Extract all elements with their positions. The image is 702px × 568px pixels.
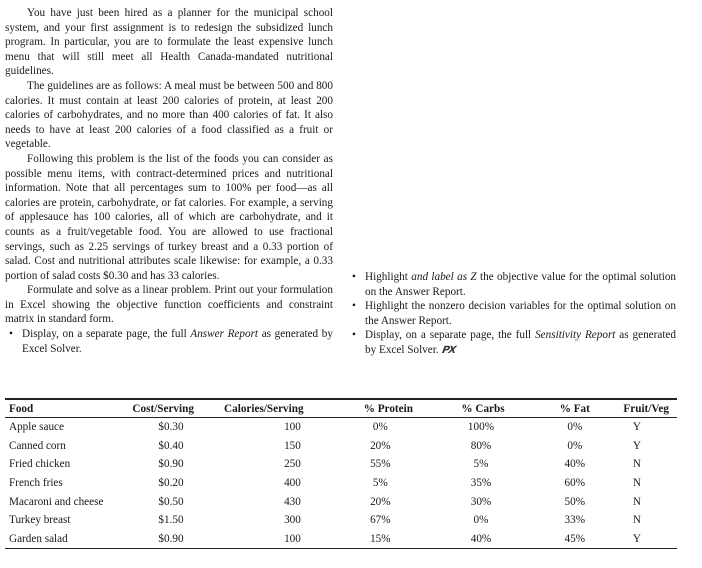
header-fat: % Fat <box>559 403 590 415</box>
instructions-list-right <box>348 270 676 359</box>
instruction-item: • Highlight and label as Z the objective value for the optimal solution on the Answer Report. <box>348 270 676 299</box>
header-food: Food <box>9 403 34 415</box>
intro-paragraph-4: Formulate and solve as a linear problem. Print out your formulation in Excel showing the objective function coefficients and constraint matrix in standard form. <box>5 284 333 326</box>
instruction-item: • Highlight the nonzero decision variables for the optimal solution on the Answer Report. <box>348 299 676 328</box>
table-row: Apple sauce $0.30 100 0% 100% 0% Y <box>9 421 641 434</box>
food-table-container <box>5 398 677 549</box>
table-row: French fries $0.20 400 5% 35% 60% N <box>9 476 641 489</box>
table-row: Turkey breast $1.50 300 67% 0% 33% N <box>9 514 641 527</box>
instruction-item: • Display, on a separate page, the full Sensitivity Report as generated by Excel Solver. PX <box>348 328 676 358</box>
table-row: Macaroni and cheese $0.50 430 20% 30% 50% N <box>9 495 641 508</box>
instructions-list-left <box>5 327 333 356</box>
header-cost: Cost/Serving <box>132 403 194 415</box>
table-row: Canned corn $0.40 150 20% 80% 0% Y <box>9 439 641 452</box>
table-row: Fried chicken $0.90 250 55% 5% 40% N <box>9 458 641 471</box>
table-header-row <box>5 399 677 418</box>
food-table <box>5 398 677 549</box>
header-protein: % Protein <box>363 403 413 415</box>
intro-paragraph-1: You have just been hired as a planner for the municipal school system, and your first assignment is to redesign the subsidized lunch program. In particular, you are to formulate the least expensive lunch menu that will still meet all Health Canada-mandated nutritional guidelines. <box>5 7 333 78</box>
header-calories: Calories/Serving <box>224 403 304 415</box>
instructions-column <box>348 270 676 359</box>
header-fruit-veg: Fruit/Veg <box>623 403 669 415</box>
problem-text-column <box>5 6 333 356</box>
intro-paragraph-3: Following this problem is the list of the foods you can consider as possible menu items, with contract-determined prices and nutritional information. Note that all percentages sum to 100% per food—as all calories are protein, carbohydrate, or fat calories. For example, a serving of applesauce has 100 calories, all of which are carbohydrate, and it counts as a fruit/vegetable food. You are allowed to use fractional servings, such as 2.25 servings of turkey breast and a 0.33 portion of salad. Cost and nutritional attributes scale likewise: for example, a 0.33 portion of salad costs $0.30 and has 33 calories. <box>5 152 333 282</box>
table-row: Garden salad $0.90 100 15% 40% 45% Y <box>5 529 677 548</box>
intro-paragraph-2: The guidelines are as follows: A meal must be between 500 and 800 calories. It must contain at least 200 calories of protein, at least 200 calories of carbohydrates, and no more than 400 calories of fat. It also needs to have at least 200 calories of a food classified as a fruit or vegetable. <box>5 79 333 151</box>
px-margin-icon: PX <box>440 344 456 356</box>
header-carbs: % Carbs <box>461 403 505 415</box>
instruction-item: • Display, on a separate page, the full Answer Report as generated by Excel Solver. <box>5 327 333 356</box>
